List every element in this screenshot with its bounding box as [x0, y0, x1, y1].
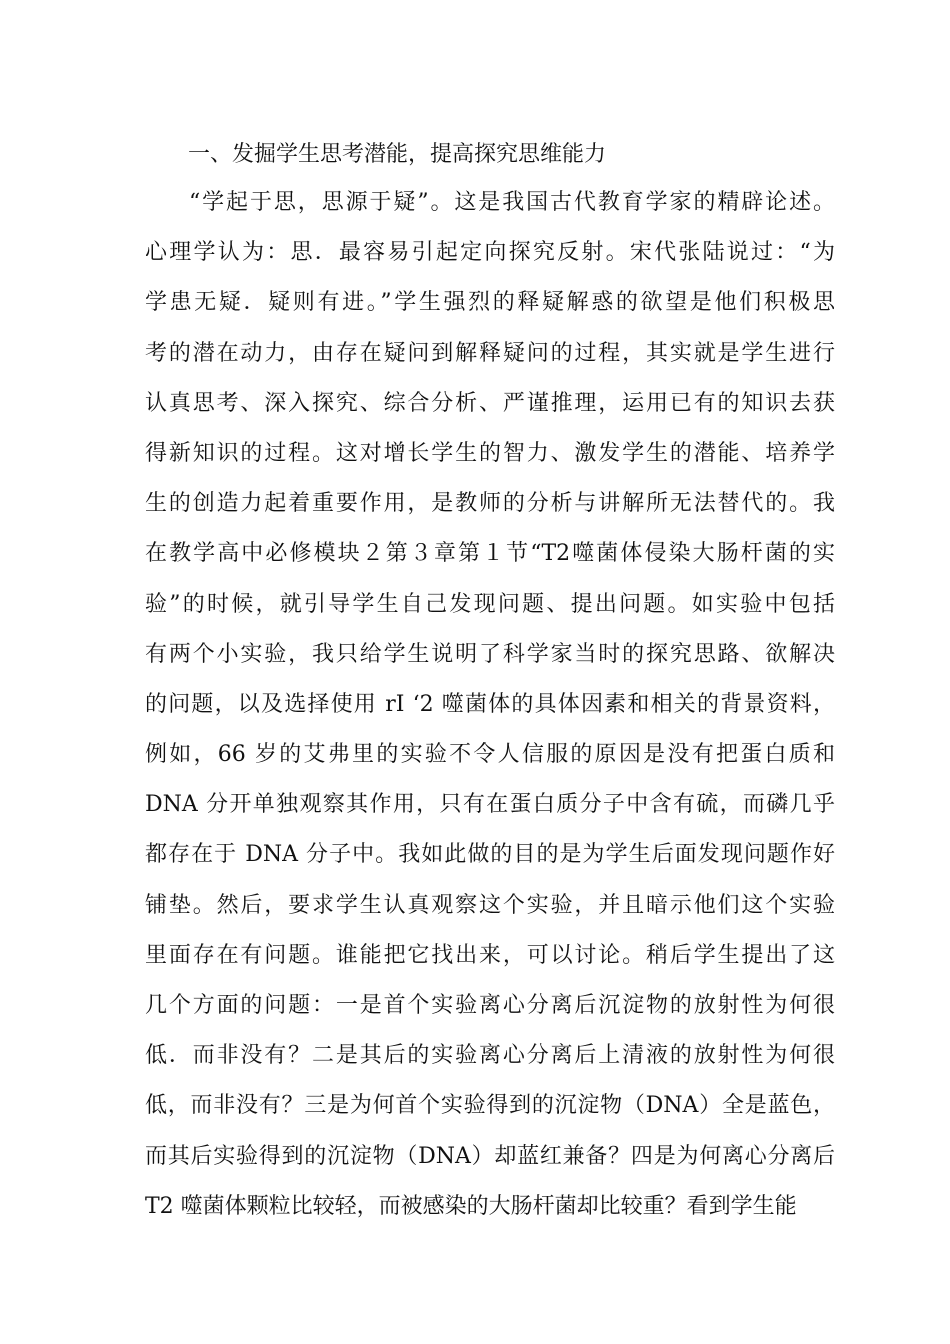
- text-line: 考的潜在动力，由存在疑问到解释疑问的过程，其实就是学生进行: [145, 340, 835, 366]
- text-line: 有两个小实验，我只给学生说明了科学家当时的探究思路、欲解决: [145, 641, 835, 667]
- text-line: 铺垫。然后，要求学生认真观察这个实验，并且暗示他们这个实验: [145, 892, 835, 918]
- text-line: 生的创造力起着重要作用，是教师的分析与讲解所无法替代的。我: [145, 491, 835, 517]
- text-line: 里面存在有问题。谁能把它找出来，可以讨论。稍后学生提出了这: [145, 942, 835, 968]
- text-line: “学起于思，思源于疑”。这是我国古代教育学家的精辟论述。: [189, 190, 835, 215]
- section-heading: 一、发掘学生思考潜能，提高探究思维能力: [188, 142, 607, 167]
- text-line: 例如，66 岁的艾弗里的实验不令人信服的原因是没有把蛋白质和: [145, 742, 835, 768]
- text-line: 低．而非没有？二是其后的实验离心分离后上清液的放射性为何很: [145, 1043, 835, 1069]
- text-line: DNA 分开单独观察其作用，只有在蛋白质分子中含有硫，而磷几乎: [145, 792, 835, 818]
- text-line: 认真思考、深入探究、综合分析、严谨推理，运用已有的知识去获: [145, 390, 835, 416]
- text-line: 在教学高中必修模块２第３章第１节“T2噬菌体侵染大肠杆菌的实: [145, 541, 835, 567]
- text-line: 得新知识的过程。这对增长学生的智力、激发学生的潜能、培养学: [145, 440, 835, 466]
- text-line: 验”的时候，就引导学生自己发现问题、提出问题。如实验中包括: [145, 591, 835, 617]
- text-line: 低，而非没有？三是为何首个实验得到的沉淀物（DNA）全是蓝色，: [145, 1093, 835, 1119]
- text-line: 都存在于 DNA 分子中。我如此做的目的是为学生后面发现问题作好: [145, 842, 835, 868]
- body-paragraph: [145, 178, 835, 1232]
- text-line: 心理学认为：思．最容易引起定向探究反射。宋代张陆说过：“为: [145, 240, 835, 266]
- text-line: 而其后实验得到的沉淀物（DNA）却蓝红兼备？四是为何离心分离后: [145, 1143, 835, 1169]
- text-line: 几个方面的问题：一是首个实验离心分离后沉淀物的放射性为何很: [145, 993, 835, 1018]
- text-line: T2 噬菌体颗粒比较轻，而被感染的大肠杆菌却比较重？看到学生能: [145, 1193, 797, 1219]
- text-line: 的问题，以及选择使用 rI ‘2 噬菌体的具体因素和相关的背景资料，: [145, 691, 835, 717]
- text-line: 学患无疑．疑则有进。”学生强烈的释疑解惑的欲望是他们积极思: [145, 290, 835, 316]
